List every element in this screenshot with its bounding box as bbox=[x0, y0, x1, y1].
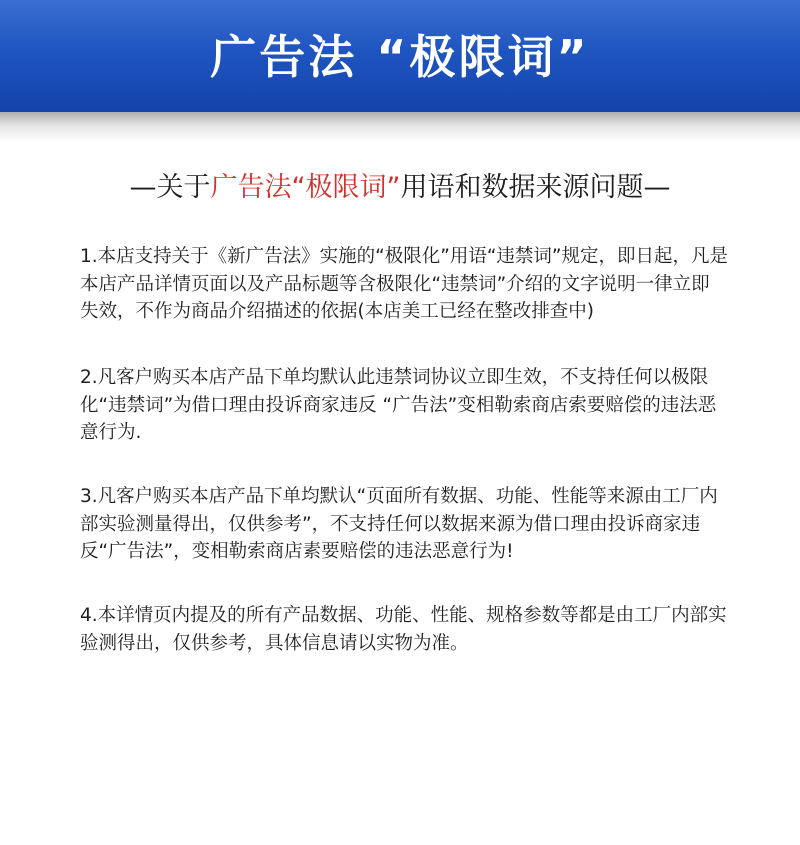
notice-paragraph-1: 1.本店支持关于《新广告法》实施的“极限化”用语“违禁词”规定，即日起，凡是本店产品详情页面以及产品标题等含极限化“违禁词”介绍的文字说明一律立即失效，不作为商品介绍描述的依据(本店美工已经在整改排查中) bbox=[80, 246, 728, 322]
heading-prefix: —关于 bbox=[129, 172, 211, 203]
header-banner bbox=[0, 0, 800, 112]
heading-highlight: 广告法“极限词” bbox=[210, 172, 401, 203]
heading-suffix: 用语和数据来源问题— bbox=[400, 172, 671, 203]
notice-paragraph-4: 4.本详情页内提及的所有产品数据、功能、性能、规格参数等都是由工厂内部实验测得出，仅供参考，具体信息请以实物为准。 bbox=[80, 605, 727, 654]
notice-paragraph-3: 3.凡客户购买本店产品下单均默认“页面所有数据、功能、性能等来源由工厂内部实验测量得出，仅供参考”，不支持任何以数据来源为借口理由投诉商家违反“广告法”，变相勒索商店素要赔偿的违法恶意行为! bbox=[80, 486, 718, 562]
section-heading bbox=[0, 166, 800, 210]
banner-title: 广告法 “极限词” bbox=[210, 30, 590, 84]
banner-shadow bbox=[0, 112, 800, 142]
notice-paragraph-2: 2.凡客户购买本店产品下单均默认此违禁词协议立即生效，不支持任何以极限化“违禁词”为借口理由投诉商家违反 “广告法”变相勒索商店索要赔偿的违法恶意行为. bbox=[80, 367, 717, 443]
